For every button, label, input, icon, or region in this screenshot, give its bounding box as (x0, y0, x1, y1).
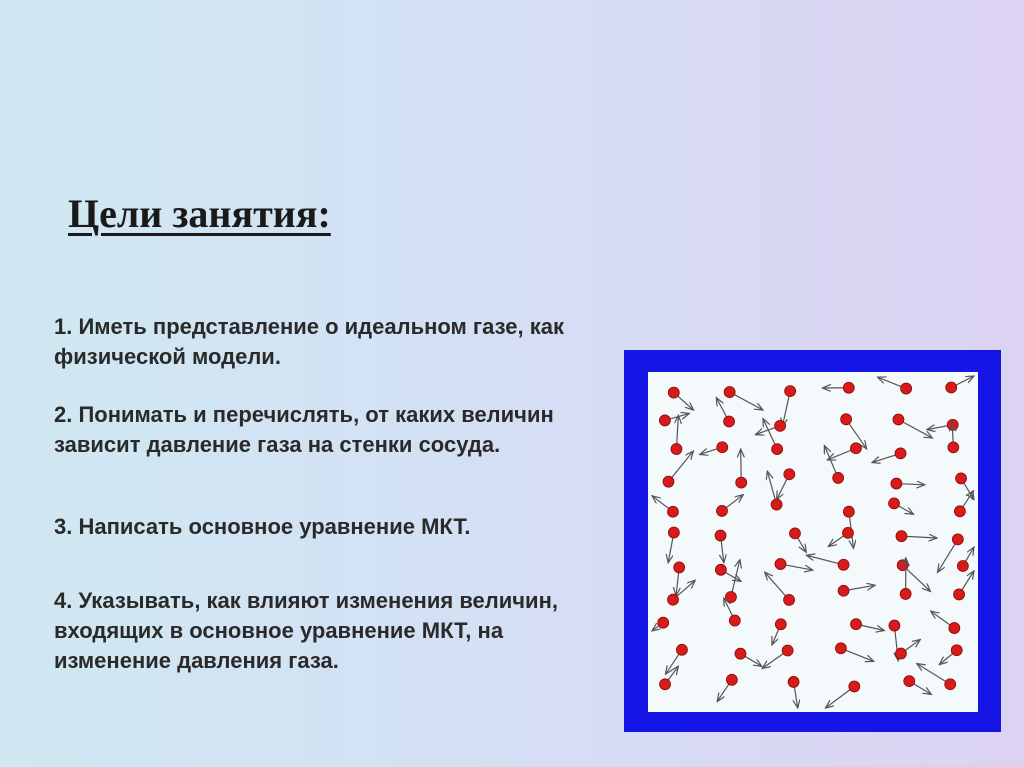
gas-molecule (954, 589, 965, 600)
gas-molecule (945, 679, 956, 690)
gas-molecule (901, 383, 912, 394)
gas-molecule (843, 506, 854, 517)
gas-molecule (772, 444, 783, 455)
gas-molecule (726, 674, 737, 685)
gas-molecule (784, 469, 795, 480)
gas-molecule (785, 386, 796, 397)
gas-molecule (784, 594, 795, 605)
gas-molecule (715, 530, 726, 541)
gas-molecule (771, 499, 782, 510)
gas-molecule (667, 506, 678, 517)
slide-title: Цели занятия: (68, 191, 331, 236)
gas-molecule (660, 679, 671, 690)
gas-molecule (948, 442, 959, 453)
gas-molecule (735, 648, 746, 659)
gas-molecule (893, 414, 904, 425)
gas-molecule (715, 564, 726, 575)
gas-molecule (671, 444, 682, 455)
gas-molecule (838, 585, 849, 596)
gas-molecule (775, 559, 786, 570)
gas-vessel-illustration (624, 350, 1001, 732)
gas-molecule (725, 592, 736, 603)
gas-molecule (889, 620, 900, 631)
gas-molecule (736, 477, 747, 488)
gas-molecule (891, 478, 902, 489)
gas-molecule (775, 420, 786, 431)
gas-molecule (895, 648, 906, 659)
gas-molecule (724, 416, 735, 427)
gas-molecule (676, 644, 687, 655)
gas-molecule (904, 676, 915, 687)
gas-molecule (897, 560, 908, 571)
gas-molecule (895, 448, 906, 459)
gas-molecule (851, 619, 862, 630)
gas-molecule (896, 531, 907, 542)
gas-molecule (833, 472, 844, 483)
gas-molecule (900, 588, 911, 599)
gas-molecule (850, 443, 861, 454)
gas-molecule (843, 382, 854, 393)
vessel-interior (648, 372, 978, 712)
gas-molecule (717, 442, 728, 453)
gas-molecule (841, 414, 852, 425)
gas-molecule (954, 506, 965, 517)
gas-molecule (668, 387, 679, 398)
gas-molecule (838, 559, 849, 570)
gas-molecule (717, 505, 728, 516)
gas-molecule (842, 527, 853, 538)
gas-molecule (951, 645, 962, 656)
gas-molecule (789, 528, 800, 539)
gas-molecule (835, 643, 846, 654)
goal-3: 3. Написать основное уравнение МКТ. (54, 514, 471, 539)
gas-molecule (674, 562, 685, 573)
gas-molecule (889, 498, 900, 509)
gas-molecule (659, 415, 670, 426)
goal-1: 1. Иметь представление о идеальном газе, как физической модели. (54, 314, 564, 369)
gas-molecule (949, 623, 960, 634)
gas-molecule (849, 681, 860, 692)
gas-molecule (668, 527, 679, 538)
goal-4: 4. Указывать, как влияют изменения величин, входящих в основное уравнение МКТ, на изменение давления газа. (54, 588, 558, 673)
gas-molecule (946, 382, 957, 393)
gas-molecule (957, 560, 968, 571)
gas-molecule (952, 534, 963, 545)
gas-molecule (729, 615, 740, 626)
gas-molecule (663, 476, 674, 487)
gas-molecule (775, 619, 786, 630)
gas-molecule (956, 473, 967, 484)
gas-molecule (782, 645, 793, 656)
gas-molecule (658, 617, 669, 628)
gas-molecule (724, 387, 735, 398)
gas-molecule (668, 594, 679, 605)
gas-molecule (788, 676, 799, 687)
goal-2: 2. Понимать и перечислять, от каких величин зависит давление газа на стенки сосуда. (54, 402, 554, 457)
